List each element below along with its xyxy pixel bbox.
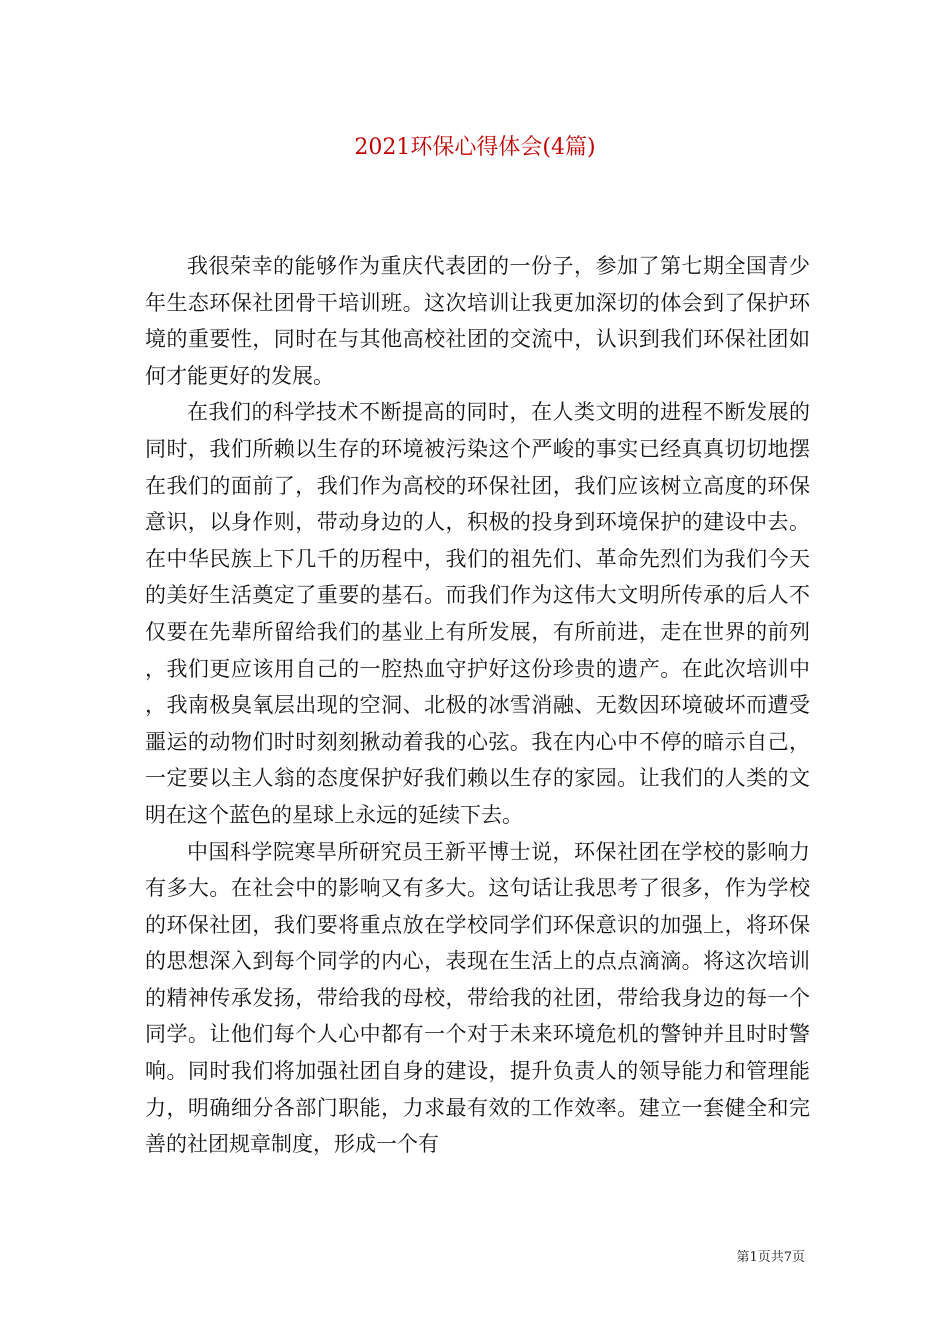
paragraph-2: 在我们的科学技术不断提高的同时，在人类文明的进程不断发展的同时，我们所赖以生存的环境被污染这个严峻的事实已经真真切切地摆在我们的面前了，我们作为高校的环保社团，我们应该树立高度的环保意识，以身作则，带动身边的人，积极的投身到环境保护的建设中去。在中华民族上下几千的历程中，我们的祖先们、革命先烈们为我们今天的美好生活奠定了重要的基石。而我们作为这伟大文明所传承的后人不仅要在先辈所留给我们的基业上有所发展，有所前进，走在世界的前列，我们更应该用自己的一腔热血守护好这份珍贵的遗产。在此次培训中，我南极臭氧层出现的空洞、北极的冰雪消融、无数因环境破坏而遭受噩运的动物们时时刻刻揪动着我的心弦。我在内心中不停的暗示自己，一定要以主人翁的态度保护好我们赖以生存的家园。让我们的人类的文明在这个蓝色的星球上永远的延续下去。 — [145, 400, 810, 827]
paragraph-3: 中国科学院寒旱所研究员王新平博士说，环保社团在学校的影响力有多大。在社会中的影响又有多大。这句话让我思考了很多，作为学校的环保社团，我们要将重点放在学校同学们环保意识的加强上，将环保的思想深入到每个同学的内心，表现在生活上的点点滴滴。将这次培训的精神传承发扬，带给我的母校，带给我的社团，带给我身边的每一个同学。让他们每个人心中都有一个对于未来环境危机的警钟并且时时警响。同时我们将加强社团自身的建设，提升负责人的领导能力和管理能力，明确细分各部门职能，力求最有效的工作效率。建立一套健全和完善的社团规章制度，形成一个有 — [145, 839, 810, 1157]
paragraph-1: 我很荣幸的能够作为重庆代表团的一份子，参加了第七期全国青少年生态环保社团骨干培训班。这次培训让我更加深切的体会到了保护环境的重要性，同时在与其他高校社团的交流中，认识到我们环保社团如何才能更好的发展。 — [145, 254, 810, 388]
document-title: 2021环保心得体会(4篇) — [354, 135, 596, 160]
document-body — [145, 248, 810, 1163]
page-number: 第1页共7页 — [736, 1250, 805, 1265]
